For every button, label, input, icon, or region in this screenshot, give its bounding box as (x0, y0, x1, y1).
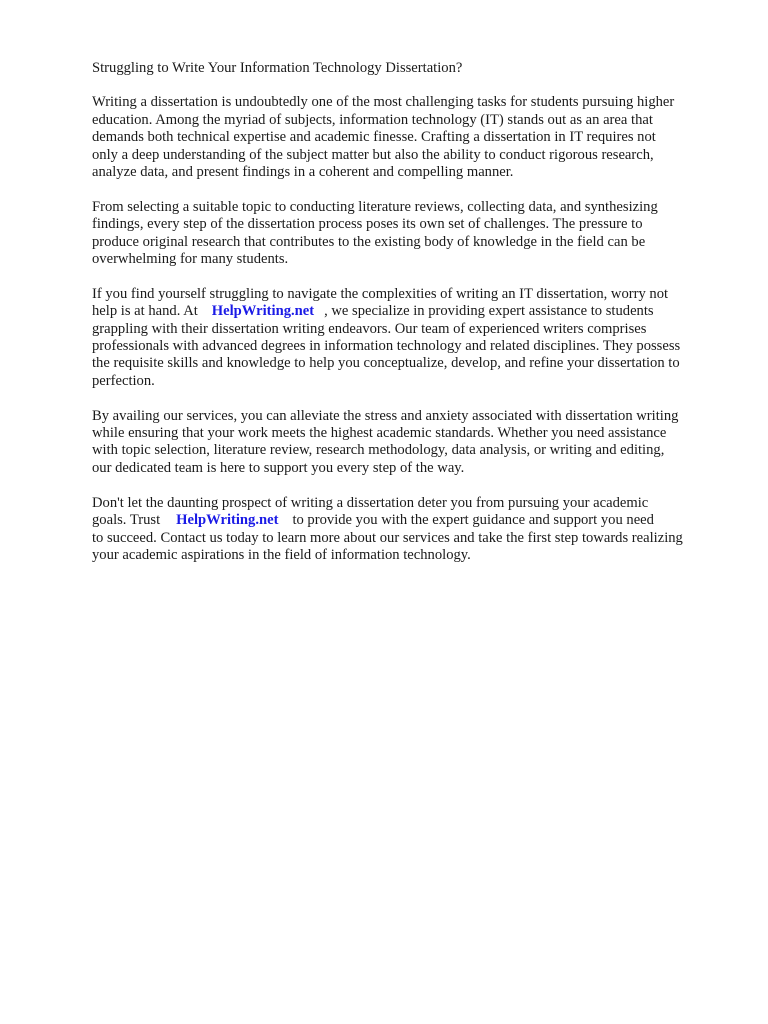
paragraph-line: to succeed. Contact us today to learn more about our services and take the first step towards realizing (92, 529, 683, 546)
paragraph-line: education. Among the myriad of subjects, information technology (IT) stands out as an area that (92, 111, 653, 128)
paragraph-line-with-link (92, 512, 732, 529)
helpwriting-link[interactable]: HelpWriting.net (176, 512, 279, 529)
paragraph-call-to-action (92, 495, 732, 565)
helpwriting-link[interactable]: HelpWriting.net (211, 303, 315, 320)
line-text: help is at hand. At (92, 303, 198, 320)
paragraph-line: Don't let the daunting prospect of writing a dissertation deter you from pursuing your academic (92, 494, 649, 511)
paragraph-intro (92, 94, 732, 181)
paragraph-line: only a deep understanding of the subject matter but also the ability to conduct rigorous research, (92, 146, 654, 163)
paragraph-challenges (92, 199, 732, 269)
paragraph-line: while ensuring that your work meets the highest academic standards. Whether you need assistance (92, 425, 667, 442)
paragraph-line: analyze data, and present findings in a coherent and compelling manner. (92, 164, 514, 181)
paragraph-line: overwhelming for many students. (92, 251, 289, 268)
paragraph-line: the requisite skills and knowledge to help you conceptualize, develop, and refine your dissertation to (92, 355, 680, 372)
paragraph-line: professionals with advanced degrees in information technology and related disciplines. They possess (92, 338, 681, 355)
paragraph-line: produce original research that contributes to the existing body of knowledge in the field can be (92, 233, 646, 250)
page-title: Struggling to Write Your Information Technology Dissertation? (92, 60, 463, 76)
paragraph-line: By availing our services, you can alleviate the stress and anxiety associated with dissertation writing (92, 407, 679, 424)
paragraph-line: perfection. (92, 372, 155, 389)
line-text: goals. Trust (92, 512, 161, 529)
paragraph-line: demands both technical expertise and academic finesse. Crafting a dissertation in IT requires not (92, 129, 656, 146)
paragraph-line: If you find yourself struggling to navigate the complexities of writing an IT dissertation, worry not (92, 285, 669, 302)
paragraph-line: grappling with their dissertation writing endeavors. Our team of experienced writers comprises (92, 320, 647, 337)
paragraph-line: your academic aspirations in the field of information technology. (92, 546, 471, 563)
line-text: , we specialize in providing expert assistance to students (324, 303, 654, 320)
paragraph-line: with topic selection, literature review, research methodology, data analysis, or writing and editing, (92, 442, 665, 459)
paragraph-line: Writing a dissertation is undoubtedly one of the most challenging tasks for students pursuing higher (92, 94, 675, 111)
paragraph-help (92, 286, 732, 390)
paragraph-services (92, 408, 732, 478)
document-body (92, 60, 732, 582)
paragraph-line: From selecting a suitable topic to conducting literature reviews, collecting data, and synthesizing (92, 198, 658, 215)
line-text: to provide you with the expert guidance and support you need (292, 512, 654, 529)
paragraph-line: findings, every step of the dissertation process poses its own set of challenges. The pressure to (92, 216, 643, 233)
paragraph-line: our dedicated team is here to support you every step of the way. (92, 459, 465, 476)
paragraph-line-with-link (92, 303, 732, 320)
